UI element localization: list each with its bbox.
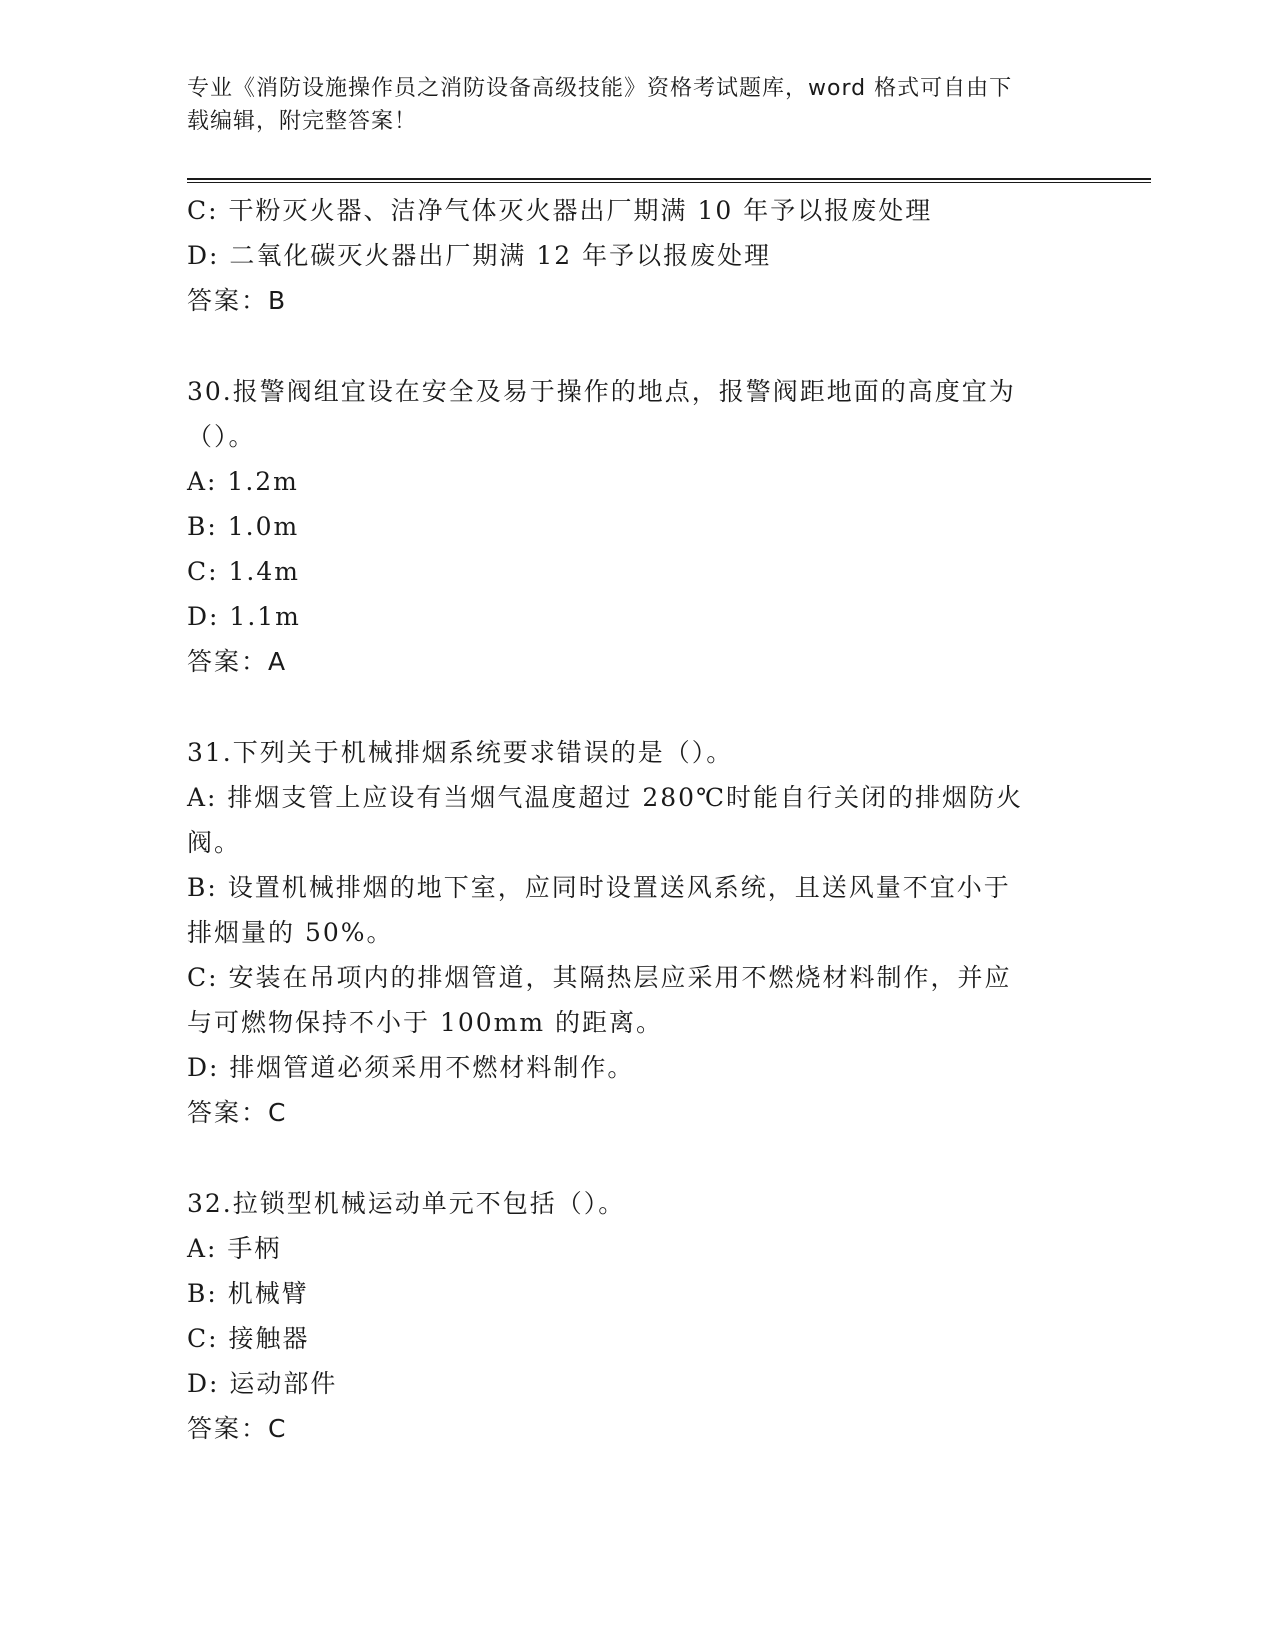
question-30 <box>187 369 1087 684</box>
option-b-line-2: 排烟量的 50%。 <box>187 918 394 947</box>
option-b: B: 1.0m <box>187 512 300 541</box>
answer: 答案：A <box>187 647 288 676</box>
option-a-line-1: A: 排烟支管上应设有当烟气温度超过 280℃时能自行关闭的排烟防火 <box>187 783 1024 812</box>
document-body <box>187 188 1087 1451</box>
option-d: D: 1.1m <box>187 602 301 631</box>
document-header <box>187 72 1067 138</box>
option-c: C: 接触器 <box>187 1324 310 1353</box>
option-a-line-2: 阀。 <box>187 828 242 857</box>
option-d: D: 二氧化碳灭火器出厂期满 12 年予以报废处理 <box>187 241 772 270</box>
header-line-2: 载编辑，附完整答案！ <box>187 109 418 134</box>
question-31 <box>187 730 1087 1135</box>
header-line-1: 专业《消防设施操作员之消防设备高级技能》资格考试题库，word 格式可自由下 <box>187 76 1013 101</box>
option-c-line-2: 与可燃物保持不小于 100mm 的距离。 <box>187 1008 664 1037</box>
option-a: A: 1.2m <box>187 467 299 496</box>
option-d: D: 运动部件 <box>187 1369 338 1398</box>
question-text: 32.拉锁型机械运动单元不包括（）。 <box>187 1189 626 1218</box>
option-b-line-1: B: 设置机械排烟的地下室，应同时设置送风系统，且送风量不宜小于 <box>187 873 1011 902</box>
question-text-line-2: （）。 <box>187 422 256 451</box>
question-29-tail <box>187 188 1087 323</box>
answer: 答案：C <box>187 1414 288 1443</box>
option-b: B: 机械臂 <box>187 1279 309 1308</box>
option-a: A: 手柄 <box>187 1234 282 1263</box>
header-rule-thin <box>187 182 1151 183</box>
option-c: C: 干粉灭火器、洁净气体灭火器出厂期满 10 年予以报废处理 <box>187 196 933 225</box>
answer: 答案：B <box>187 286 288 315</box>
question-32 <box>187 1181 1087 1451</box>
answer: 答案：C <box>187 1098 288 1127</box>
question-text: 31.下列关于机械排烟系统要求错误的是（）。 <box>187 738 734 767</box>
option-d: D: 排烟管道必须采用不燃材料制作。 <box>187 1053 635 1082</box>
question-text-line-1: 30.报警阀组宜设在安全及易于操作的地点，报警阀距地面的高度宜为 <box>187 377 1016 406</box>
option-c-line-1: C: 安装在吊项内的排烟管道，其隔热层应采用不燃烧材料制作，并应 <box>187 963 1012 992</box>
header-rule-thick <box>187 178 1151 180</box>
option-c: C: 1.4m <box>187 557 300 586</box>
